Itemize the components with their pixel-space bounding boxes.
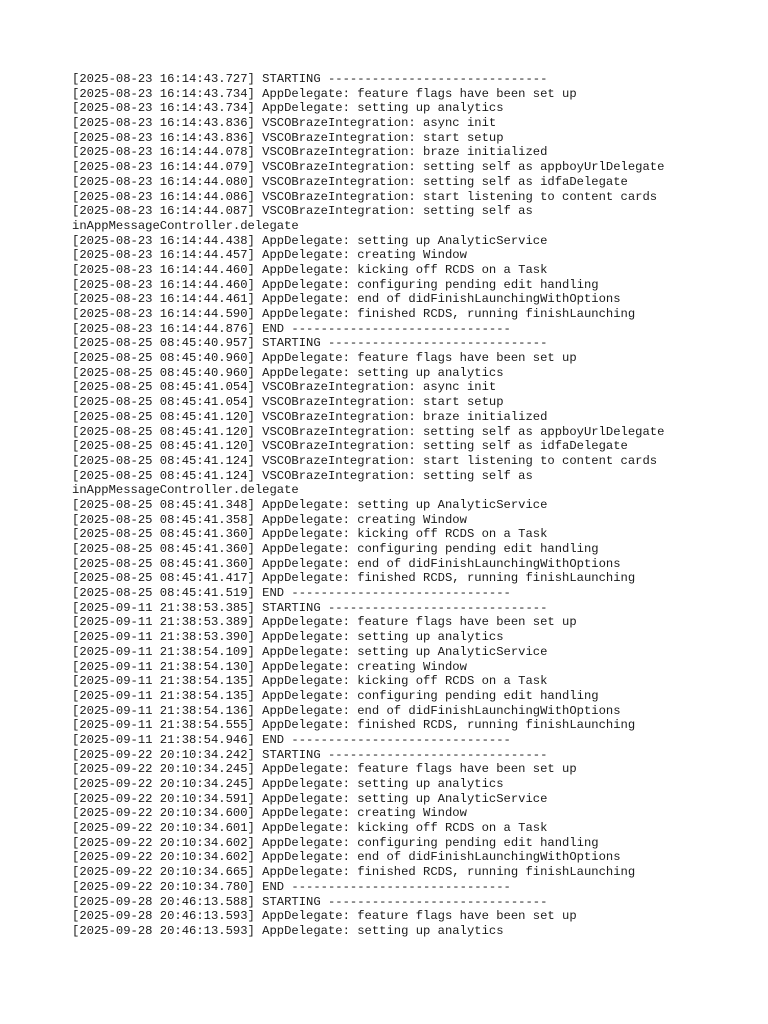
log-line: [2025-08-23 16:14:44.087] VSCOBrazeIntegration: setting self as (72, 204, 533, 219)
log-line: [2025-09-28 20:46:13.593] AppDelegate: setting up analytics (72, 923, 504, 938)
log-line: [2025-09-11 21:38:53.389] AppDelegate: feature flags have been set up (72, 615, 577, 630)
log-line: [2025-08-23 16:14:44.078] VSCOBrazeIntegration: braze initialized (72, 145, 548, 160)
log-line: [2025-08-23 16:14:43.727] STARTING ------------------------------ (72, 72, 548, 86)
log-line: [2025-08-25 08:45:40.960] AppDelegate: feature flags have been set up (72, 351, 577, 366)
log-line: [2025-08-23 16:14:44.461] AppDelegate: end of didFinishLaunchingWithOptions (72, 292, 621, 307)
log-line: [2025-08-23 16:14:44.590] AppDelegate: finished RCDS, running finishLaunching (72, 307, 636, 321)
log-line: [2025-09-11 21:38:54.135] AppDelegate: configuring pending edit handling (72, 688, 599, 703)
log-line: [2025-08-23 16:14:44.457] AppDelegate: creating Window (72, 248, 467, 263)
log-line: [2025-09-11 21:38:53.385] STARTING ------------------------------ (72, 600, 548, 615)
log-line: [2025-08-23 16:14:44.460] AppDelegate: kicking off RCDS on a Task (72, 262, 548, 277)
log-line: [2025-09-11 21:38:54.130] AppDelegate: creating Window (72, 659, 467, 674)
log-line: [2025-09-28 20:46:13.593] AppDelegate: feature flags have been set up (72, 909, 577, 924)
log-line: inAppMessageController.delegate (72, 483, 299, 498)
log-line: [2025-09-22 20:10:34.602] AppDelegate: end of didFinishLaunchingWithOptions (72, 850, 621, 865)
log-line: [2025-08-23 16:14:43.836] VSCOBrazeIntegration: start setup (72, 130, 504, 145)
log-line: [2025-08-25 08:45:40.957] STARTING ------------------------------ (72, 336, 548, 351)
log-line: [2025-08-23 16:14:44.460] AppDelegate: configuring pending edit handling (72, 277, 599, 292)
log-line: [2025-09-11 21:38:53.390] AppDelegate: setting up analytics (72, 630, 504, 645)
log-line: [2025-09-22 20:10:34.665] AppDelegate: finished RCDS, running finishLaunching (72, 865, 636, 880)
log-line: [2025-08-25 08:45:41.358] AppDelegate: creating Window (72, 512, 467, 527)
log-line: [2025-09-11 21:38:54.136] AppDelegate: end of didFinishLaunchingWithOptions (72, 703, 621, 718)
log-line: [2025-08-25 08:45:41.348] AppDelegate: setting up AnalyticService (72, 497, 548, 512)
log-line: [2025-09-22 20:10:34.245] AppDelegate: feature flags have been set up (72, 762, 577, 777)
log-line: [2025-08-25 08:45:41.054] VSCOBrazeIntegration: start setup (72, 395, 504, 410)
log-line: [2025-08-25 08:45:41.120] VSCOBrazeIntegration: braze initialized (72, 409, 548, 424)
log-line: [2025-09-22 20:10:34.602] AppDelegate: configuring pending edit handling (72, 835, 599, 850)
log-line: [2025-08-25 08:45:41.120] VSCOBrazeIntegration: setting self as appboyUrlDelegate (72, 424, 665, 439)
log-line: [2025-08-25 08:45:41.124] VSCOBrazeIntegration: setting self as (72, 468, 533, 483)
log-line: [2025-08-25 08:45:41.054] VSCOBrazeIntegration: async init (72, 380, 497, 395)
log-line: [2025-08-25 08:45:41.360] AppDelegate: kicking off RCDS on a Task (72, 527, 548, 542)
log-line: [2025-08-23 16:14:44.079] VSCOBrazeIntegration: setting self as appboyUrlDelegate (72, 160, 665, 175)
log-line: [2025-09-11 21:38:54.555] AppDelegate: finished RCDS, running finishLaunching (72, 718, 636, 733)
log-line: [2025-09-22 20:10:34.591] AppDelegate: setting up AnalyticService (72, 791, 548, 806)
log-line: [2025-09-22 20:10:34.245] AppDelegate: setting up analytics (72, 777, 504, 791)
log-line: [2025-08-25 08:45:41.360] AppDelegate: configuring pending edit handling (72, 542, 599, 556)
log-line: [2025-08-23 16:14:43.734] AppDelegate: setting up analytics (72, 101, 504, 116)
log-line: [2025-08-25 08:45:41.417] AppDelegate: finished RCDS, running finishLaunching (72, 571, 636, 586)
log-line: [2025-09-11 21:38:54.946] END ------------------------------ (72, 732, 511, 747)
log-line: [2025-08-25 08:45:41.124] VSCOBrazeIntegration: start listening to content cards (72, 453, 658, 468)
log-line: [2025-08-23 16:14:44.438] AppDelegate: setting up AnalyticService (72, 233, 548, 248)
log-line: [2025-08-23 16:14:43.836] VSCOBrazeIntegration: async init (72, 116, 497, 131)
log-line: [2025-08-25 08:45:41.360] AppDelegate: end of didFinishLaunchingWithOptions (72, 556, 621, 571)
log-line: [2025-09-22 20:10:34.601] AppDelegate: kicking off RCDS on a Task (72, 821, 548, 836)
log-line: [2025-09-11 21:38:54.109] AppDelegate: setting up AnalyticService (72, 644, 548, 659)
log-body (72, 72, 712, 939)
log-line: [2025-08-23 16:14:44.086] VSCOBrazeIntegration: start listening to content cards (72, 189, 658, 204)
log-line: inAppMessageController.delegate (72, 218, 299, 233)
log-line: [2025-08-23 16:14:43.734] AppDelegate: feature flags have been set up (72, 86, 577, 101)
log-line: [2025-08-25 08:45:41.120] VSCOBrazeIntegration: setting self as idfaDelegate (72, 439, 628, 454)
log-line: [2025-09-22 20:10:34.600] AppDelegate: creating Window (72, 806, 467, 821)
log-line: [2025-09-28 20:46:13.588] STARTING ------------------------------ (72, 894, 548, 909)
log-line: [2025-08-23 16:14:44.876] END ------------------------------ (72, 321, 511, 336)
log-line: [2025-09-11 21:38:54.135] AppDelegate: kicking off RCDS on a Task (72, 674, 548, 689)
log-line: [2025-08-25 08:45:41.519] END ------------------------------ (72, 586, 511, 601)
log-line: [2025-09-22 20:10:34.780] END ------------------------------ (72, 879, 511, 894)
log-line: [2025-08-23 16:14:44.080] VSCOBrazeIntegration: setting self as idfaDelegate (72, 174, 628, 189)
log-line: [2025-08-25 08:45:40.960] AppDelegate: setting up analytics (72, 365, 504, 380)
log-line: [2025-09-22 20:10:34.242] STARTING ------------------------------ (72, 747, 548, 762)
